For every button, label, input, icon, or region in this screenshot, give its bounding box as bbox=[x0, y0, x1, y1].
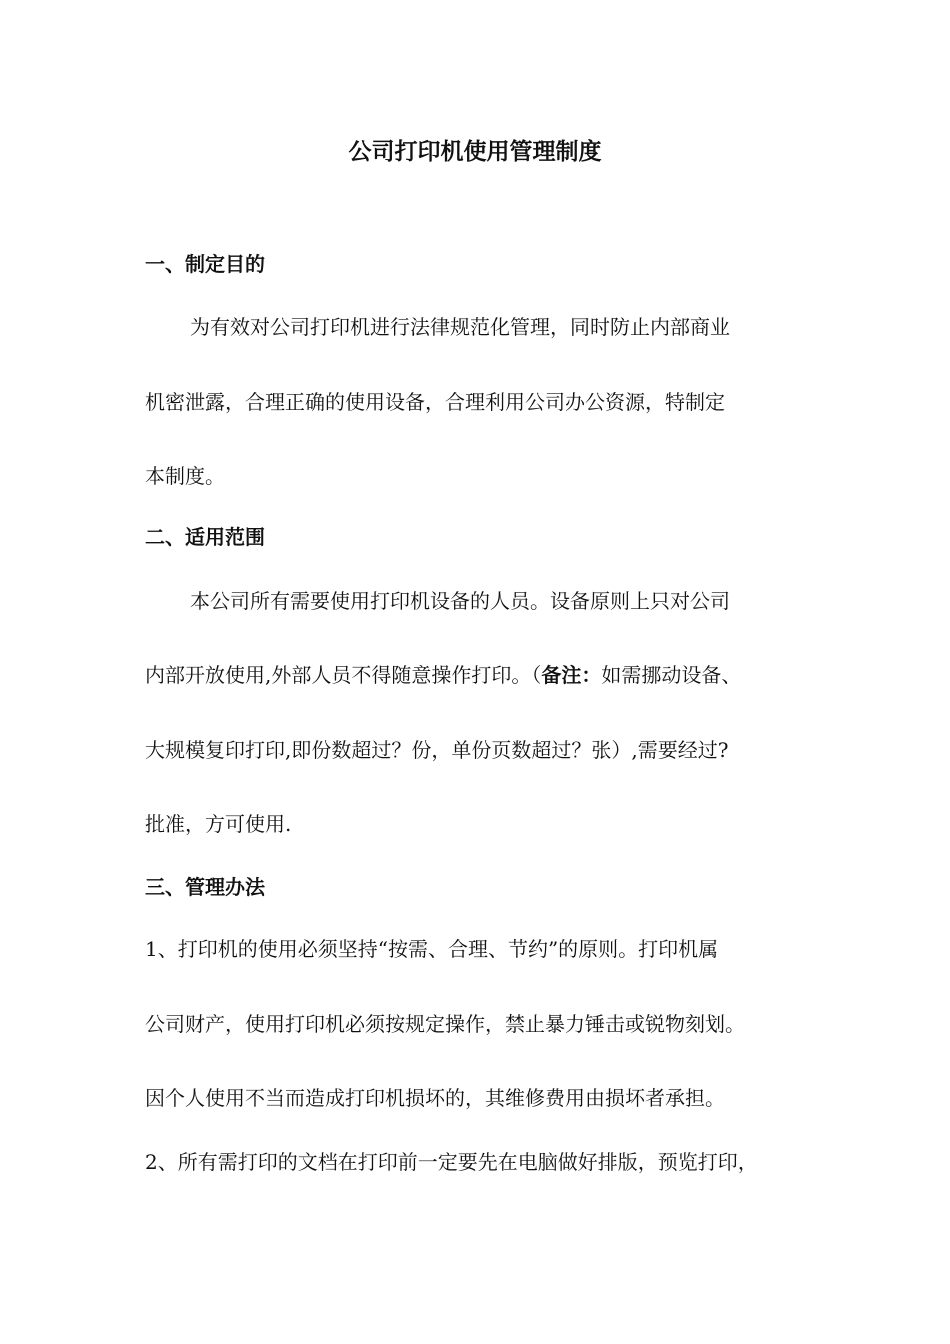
paragraph-line: 因个人使用不当而造成打印机损坏的，其维修费用由损坏者承担。 bbox=[145, 1086, 725, 1110]
paragraph-line: 公司财产，使用打印机必须按规定操作，禁止暴力锤击或锐物刻划。 bbox=[145, 1012, 745, 1036]
document-title: 公司打印机使用管理制度 bbox=[348, 139, 602, 165]
note-prefix: 内部开放使用,外部人员不得随意操作打印。（ bbox=[145, 663, 542, 687]
paragraph-line: 批准，方可使用. bbox=[145, 812, 292, 836]
note-label: 备注： bbox=[541, 663, 602, 687]
paragraph-line: 为有效对公司打印机进行法律规范化管理，同时防止内部商业 bbox=[190, 315, 730, 339]
paragraph-line: 大规模复印打印,即份数超过？份，单份页数超过？张）,需要经过? bbox=[145, 738, 729, 762]
paragraph-line-with-note bbox=[145, 661, 825, 689]
paragraph-line: 机密泄露，合理正确的使用设备，合理利用公司办公资源，特制定 bbox=[145, 390, 725, 414]
paragraph-line: 本制度。 bbox=[145, 464, 225, 488]
section-heading-purpose: 一、制定目的 bbox=[145, 252, 265, 276]
paragraph-line: 2、所有需打印的文档在打印前一定要先在电脑做好排版，预览打印， bbox=[145, 1150, 758, 1174]
note-text: 如需挪动设备、 bbox=[601, 663, 742, 687]
section-heading-scope: 二、适用范围 bbox=[145, 525, 265, 549]
paragraph-line: 1、打印机的使用必须坚持“按需、合理、节约”的原则。打印机属 bbox=[145, 937, 719, 961]
section-heading-management: 三、管理办法 bbox=[145, 875, 265, 899]
paragraph-line: 本公司所有需要使用打印机设备的人员。设备原则上只对公司 bbox=[190, 589, 730, 613]
